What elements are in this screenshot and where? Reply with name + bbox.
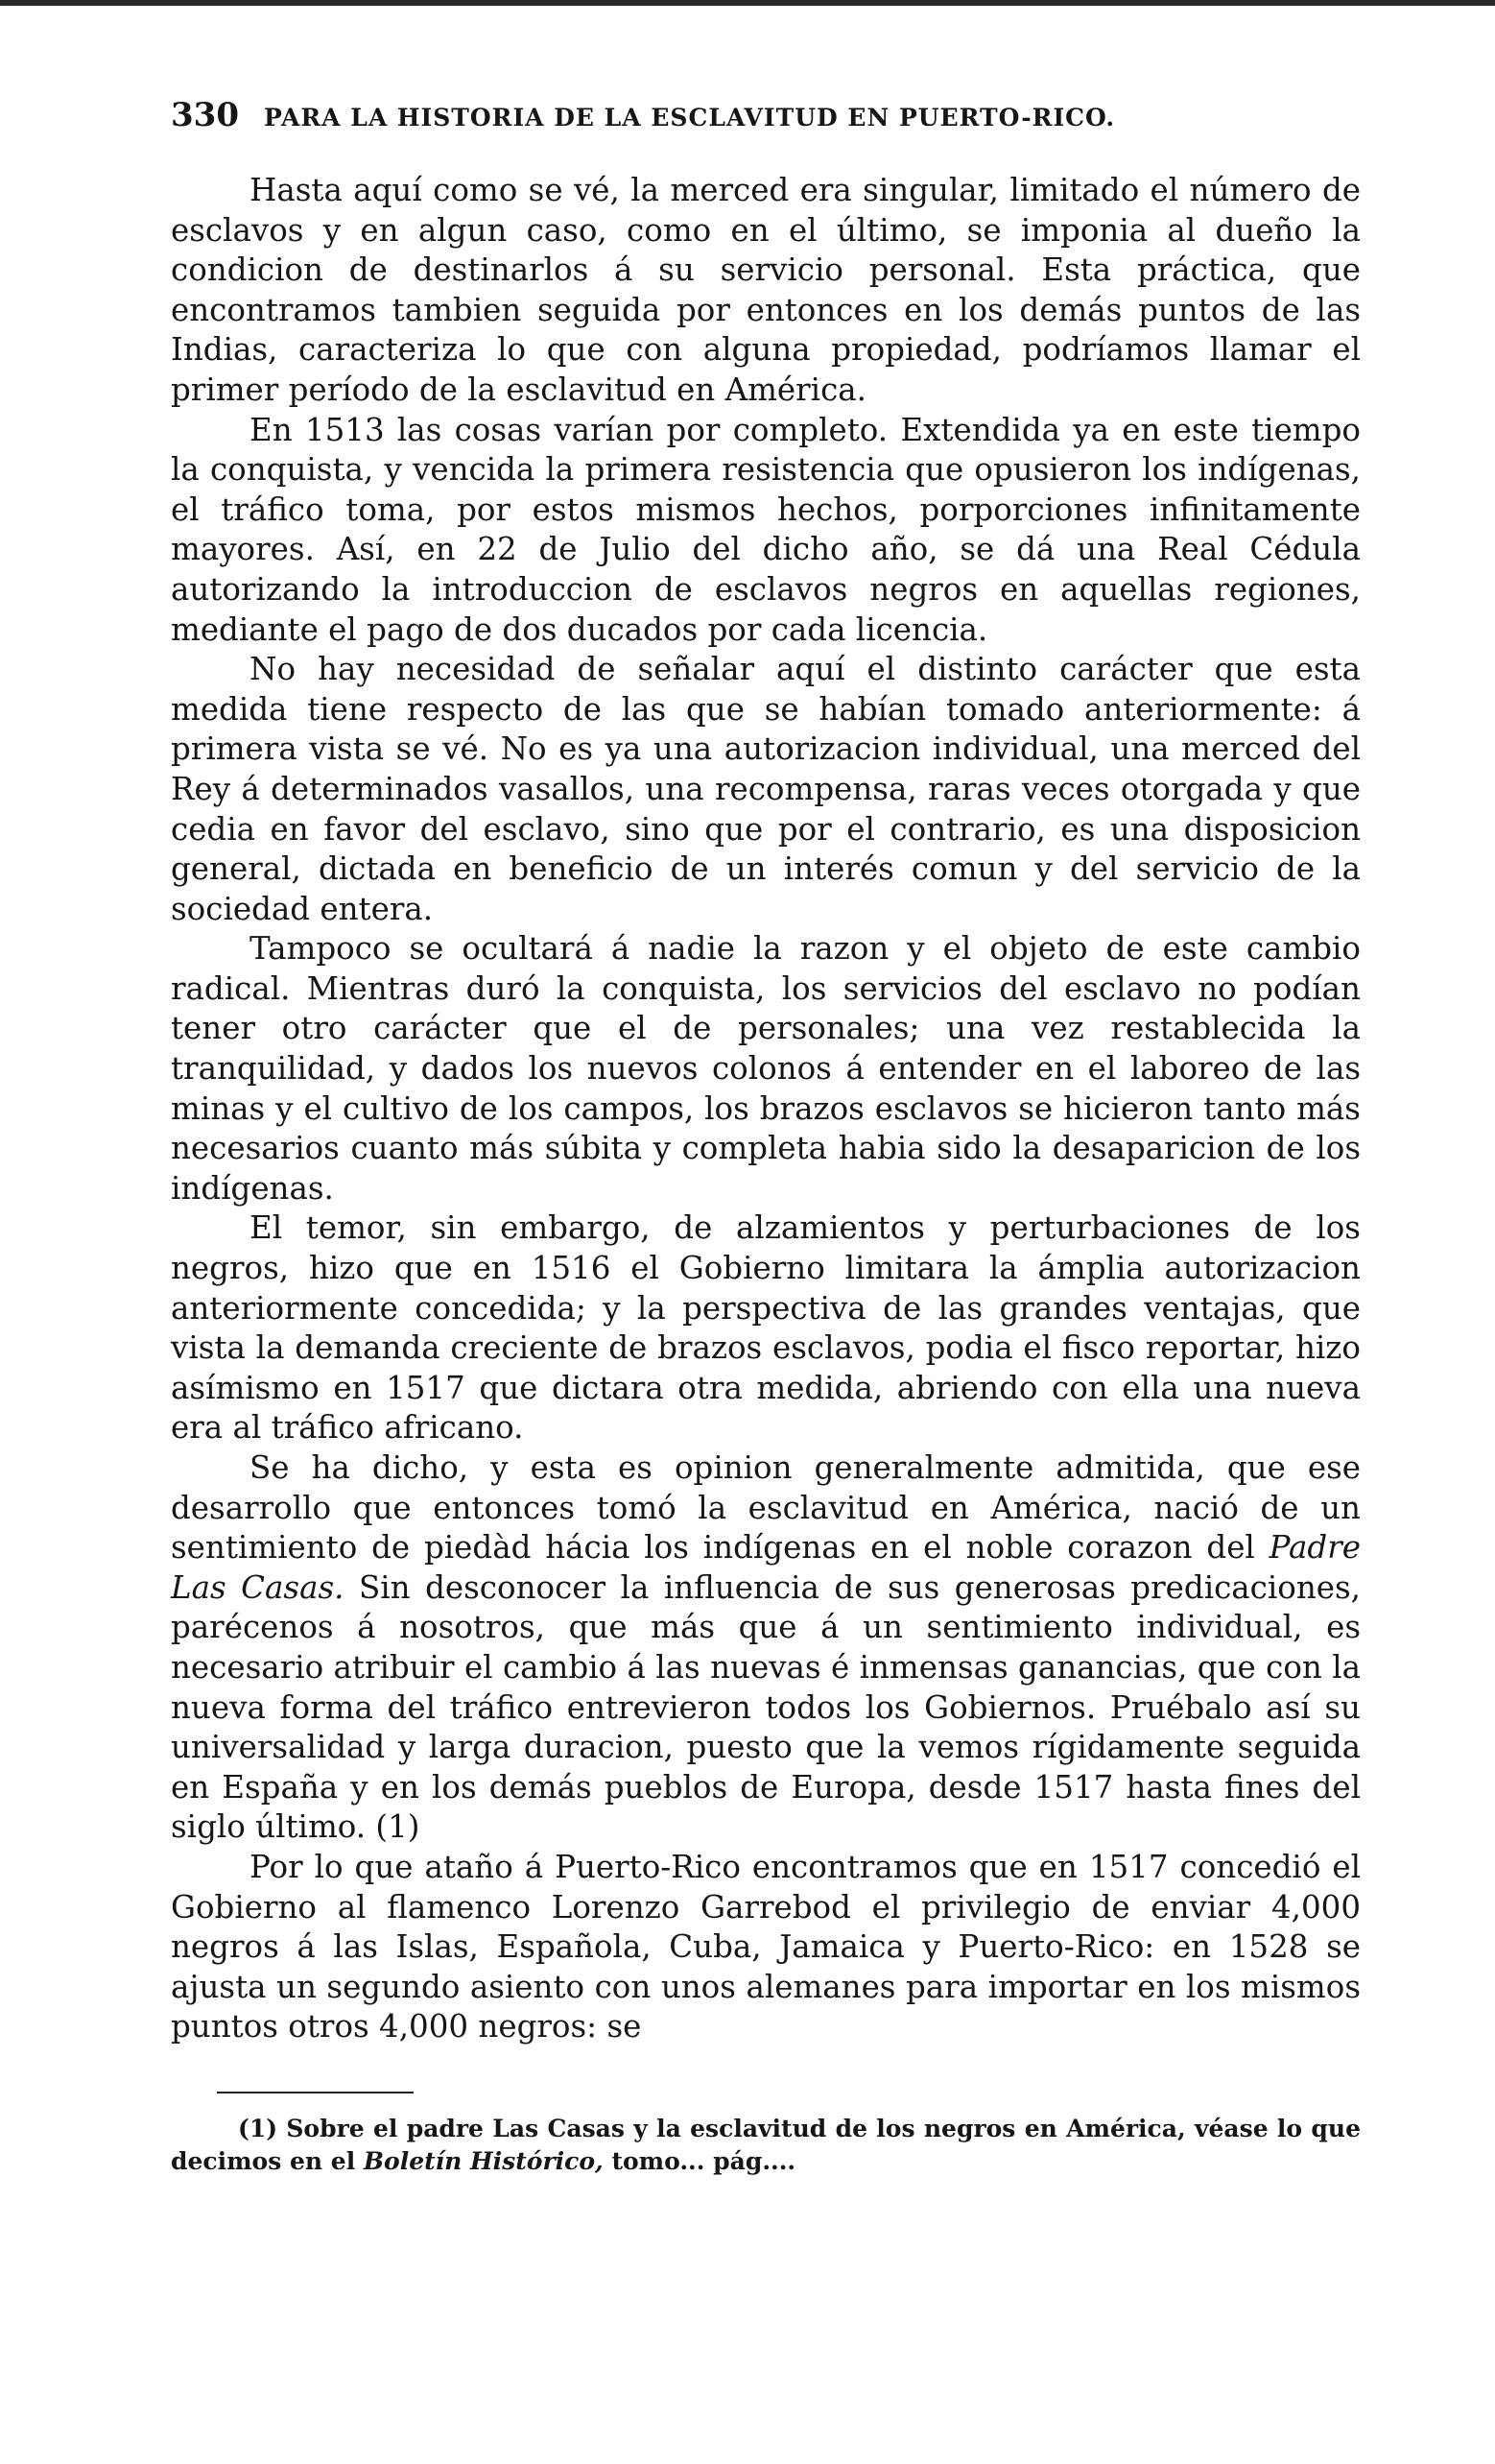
paragraph-5: El temor, sin embargo, de alzamientos y perturbaciones de los negros, hizo que en 1516 el Gobierno limitara la ámplia autorizacion anteriormente concedida; y la perspectiva de las grandes ventajas, que vista la demanda creciente de brazos esclavos, podia el fisco reportar, hizo asímismo en 1517 que dictara otra medida, abriendo con ella una nueva era al tráfico africano. bbox=[171, 1209, 1361, 1447]
paragraph-4: Tampoco se ocultará á nadie la razon y el objeto de este cambio radical. Mientras duró la conquista, los servicios del esclavo no podían tener otro carácter que el de personales; una vez restablecida la tranquilidad, y dados los nuevos colonos á entender en el laboreo de las minas y el cultivo de los campos, los brazos esclavos se hicieron tanto más necesarios cuanto más súbita y completa habia sido la desaparicion de los indígenas. bbox=[171, 930, 1361, 1207]
footnote-text-end: tomo... pág.... bbox=[603, 2146, 796, 2175]
paragraph-6-text-end: Sin desconocer la influencia de sus generosas predicaciones, parécenos á nosotros, que más que á un sentimiento individual, es necesario atribuir el cambio á las nuevas é inmensas ganancias, que con la nueva forma del tráfico entrevieron todos los Gobiernos. Pruébalo así su universalidad y larga duracion, puesto que la vemos rígidamente seguida en España y en los demás pueblos de Europa, desde 1517 hasta fines del siglo último. (1) bbox=[171, 1568, 1361, 1846]
book-page bbox=[171, 96, 1361, 2178]
footnote-divider bbox=[217, 2092, 414, 2093]
page-number: 330 bbox=[171, 96, 239, 134]
paragraph-3: No hay necesidad de señalar aquí el distinto carácter que esta medida tiene respecto de las que se habían tomado anteriormente: á primera vista se vé. No es ya una autorizacion individual, una merced del Rey á determinados vasallos, una recompensa, raras veces otorgada y que cedia en favor del esclavo, sino que por el contrario, es una disposicion general, dictada en beneficio de un interés comun y del servicio de la sociedad entera. bbox=[171, 651, 1361, 927]
body-text bbox=[171, 171, 1361, 2047]
paragraph-6 bbox=[171, 1448, 1361, 1848]
paragraph-6-italic-name: Padre Las Casas. bbox=[171, 1529, 1361, 1606]
top-border-rule bbox=[0, 0, 1495, 6]
paragraph-1: Hasta aquí como se vé, la merced era singular, limitado el número de esclavos y en algun caso, como en el último, se imponia al dueño la condicion de destinarlos á su servicio personal. Esta práctica, que encontramos tambien seguida por entonces en los demás puntos de las Indias, caracteriza lo que con alguna propiedad, podríamos llamar el primer período de la esclavitud en América. bbox=[171, 172, 1361, 408]
paragraph-2: En 1513 las cosas varían por completo. Extendida ya en este tiempo la conquista, y vencida la primera resistencia que opusieron los indígenas, el tráfico toma, por estos mismos hechos, porporciones infinitamente mayores. Así, en 22 de Julio del dicho año, se dá una Real Cédula autorizando la introduccion de esclavos negros en aquellas regiones, mediante el pago de dos ducados por cada licencia. bbox=[171, 411, 1361, 648]
running-header bbox=[171, 96, 1361, 136]
footnote-italic-title: Boletín Histórico, bbox=[363, 2146, 604, 2175]
paragraph-6-text-start: Se ha dicho, y esta es opinion generalmente admitida, que ese desarrollo que entonces tomó la esclavitud en América, nació de un sentimiento de piedàd hácia los indígenas en el noble corazon del bbox=[171, 1449, 1361, 1567]
running-title: PARA LA HISTORIA DE LA ESCLAVITUD EN PUERTO-RICO. bbox=[263, 104, 1116, 132]
footnote bbox=[171, 2113, 1361, 2178]
footnote-text-start: (1) Sobre el padre Las Casas y la esclavitud de los negros en América, véase lo que decimos en el bbox=[171, 2114, 1361, 2175]
paragraph-7: Por lo que ataño á Puerto-Rico encontramos que en 1517 concedió el Gobierno al flamenco Lorenzo Garrebod el privilegio de enviar 4,000 negros á las Islas, Española, Cuba, Jamaica y Puerto-Rico: en 1528 se ajusta un segundo asiento con unos alemanes para importar en los mismos puntos otros 4,000 negros: se bbox=[171, 1848, 1361, 2045]
